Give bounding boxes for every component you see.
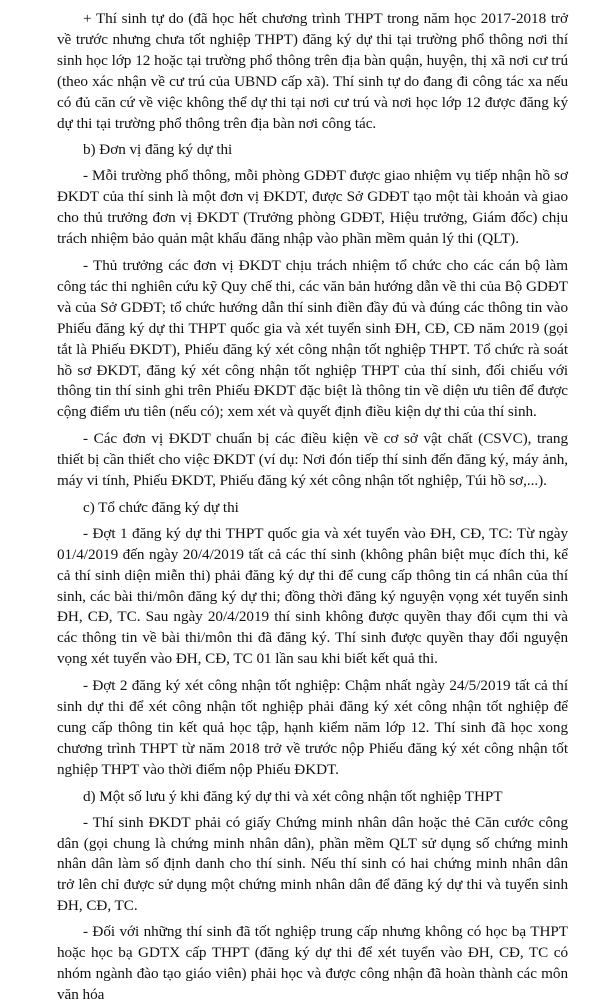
paragraph-free-candidates: + Thí sinh tự do (đã học hết chương trình THPT trong năm học 2017-2018 trở về trước nhưng chưa tốt nghiệp THPT) đăng ký dự thi tại trường phổ thông nơi thí sinh học lớp 12 hoặc tại trường phổ thông trên địa bàn quận, huyện, thị xã nơi cư trú (theo xác nhận về cư trú của UBND cấp xã). Thí sinh tự do đang đi công tác xa nếu có đủ căn cứ về việc không thể dự thi tại nơi cư trú và nơi học lớp 12 được đăng ký dự thi tại trường phổ thông trên địa bàn nơi công tác. bbox=[57, 10, 568, 132]
paragraph-round-1: - Đợt 1 đăng ký dự thi THPT quốc gia và xét tuyển vào ĐH, CĐ, TC: Từ ngày 01/4/2019 đến ngày 20/4/2019 tất cả các thí sinh (không phân biệt mục đích thi, kể cả thí sinh diện miễn thi) phải đăng ký dự thi để cung cấp thông tin cá nhân của thí sinh, các bài thi/môn đăng ký dự thi; đồng thời đăng ký nguyện vọng xét tuyển sinh ĐH, CĐ, TC. Sau ngày 20/4/2019 thí sinh không được quyền thay đổi cụm thi và các thông tin về bài thi/môn thi đã đăng ký. Thí sinh được quyền thay đổi nguyện vọng xét tuyển vào ĐH, CĐ, TC 01 lần sau khi biết kết quả thi. bbox=[57, 524, 568, 668]
paragraph-vocational-graduates: - Đối với những thí sinh đã tốt nghiệp trung cấp nhưng không có học bạ THPT hoặc học bạ GDTX cấp THPT (đăng ký dự thi để xét tuyển vào ĐH, CĐ, TC có nhóm ngành đào tạo giáo viên) phải học và được công nhận đã hoàn thành các môn văn hóa bbox=[57, 923, 568, 1003]
heading-d: d) Một số lưu ý khi đăng ký dự thi và xét công nhận tốt nghiệp THPT bbox=[83, 787, 503, 805]
heading-b: b) Đơn vị đăng ký dự thi bbox=[83, 141, 233, 159]
paragraph-unit-heads: - Thủ trưởng các đơn vị ĐKDT chịu trách nhiệm tổ chức cho các cán bộ làm công tác thi nghiên cứu kỹ Quy chế thi, các văn bản hướng dẫn về thi của Bộ GDĐT và của Sở GDĐT; tổ chức hướng dẫn thí sinh điền đầy đủ và đúng các thông tin vào Phiếu đăng ký dự thi THPT quốc gia và xét tuyển sinh ĐH, CĐ, CĐ năm 2019 (gọi tắt là Phiếu ĐKDT), Phiếu đăng ký xét công nhận tốt nghiệp THPT. Tổ chức rà soát hồ sơ ĐKDT, đăng ký xét công nhận tốt nghiệp THPT của thí sinh, đối chiếu với thông tin thí sinh ghi trên Phiếu ĐKDT đặc biệt là thông tin về diện ưu tiên để được cộng điểm ưu tiên (nếu có); xem xét và quyết định điều kiện dự thi của thí sinh. bbox=[57, 256, 568, 421]
heading-c: c) Tổ chức đăng ký dự thi bbox=[83, 498, 239, 516]
paragraph-round-2: - Đợt 2 đăng ký xét công nhận tốt nghiệp: Chậm nhất ngày 24/5/2019 tất cả thí sinh dự thi để xét công nhận tốt nghiệp phải đăng ký xét công nhận tốt nghiệp để cung cấp thông tin kết quả học tập, hạnh kiểm năm lớp 12. Thí sinh đã học xong chương trình THPT từ năm 2018 trở về trước nộp Phiếu đăng ký xét công nhận tốt nghiệp THPT vào thời điểm nộp Phiếu ĐKDT. bbox=[57, 677, 568, 778]
paragraph-dkdt-units: - Mỗi trường phổ thông, mỗi phòng GDĐT được giao nhiệm vụ tiếp nhận hồ sơ ĐKDT của thí sinh là một đơn vị ĐKDT, được Sở GDĐT tạo một tài khoản và giao cho thủ trưởng đơn vị ĐKDT (Trưởng phòng GDĐT, Hiệu trưởng, Giám đốc) chịu trách nhiệm bảo quản mật khẩu đăng nhập vào phần mềm quản lý thi (QLT). bbox=[57, 167, 568, 248]
paragraph-facilities: - Các đơn vị ĐKDT chuẩn bị các điều kiện về cơ sở vật chất (CSVC), trang thiết bị cần thiết cho việc ĐKDT (ví dụ: Nơi đón tiếp thí sinh đến đăng ký, máy ảnh, máy vi tính, Phiếu ĐKDT, Phiếu đăng ký xét công nhận tốt nghiệp, Túi hồ sơ,...). bbox=[57, 430, 568, 490]
paragraph-id-card: - Thí sinh ĐKDT phải có giấy Chứng minh nhân dân hoặc thẻ Căn cước công dân (gọi chung là chứng minh nhân dân), phần mềm QLT sử dụng số chứng minh nhân dân làm số định danh cho thí sinh. Nếu thí sinh có hai chứng minh nhân dân trở lên chỉ được sử dụng một chứng minh nhân dân để đăng ký dự thi và tuyển sinh ĐH, CĐ, TC. bbox=[57, 813, 568, 915]
